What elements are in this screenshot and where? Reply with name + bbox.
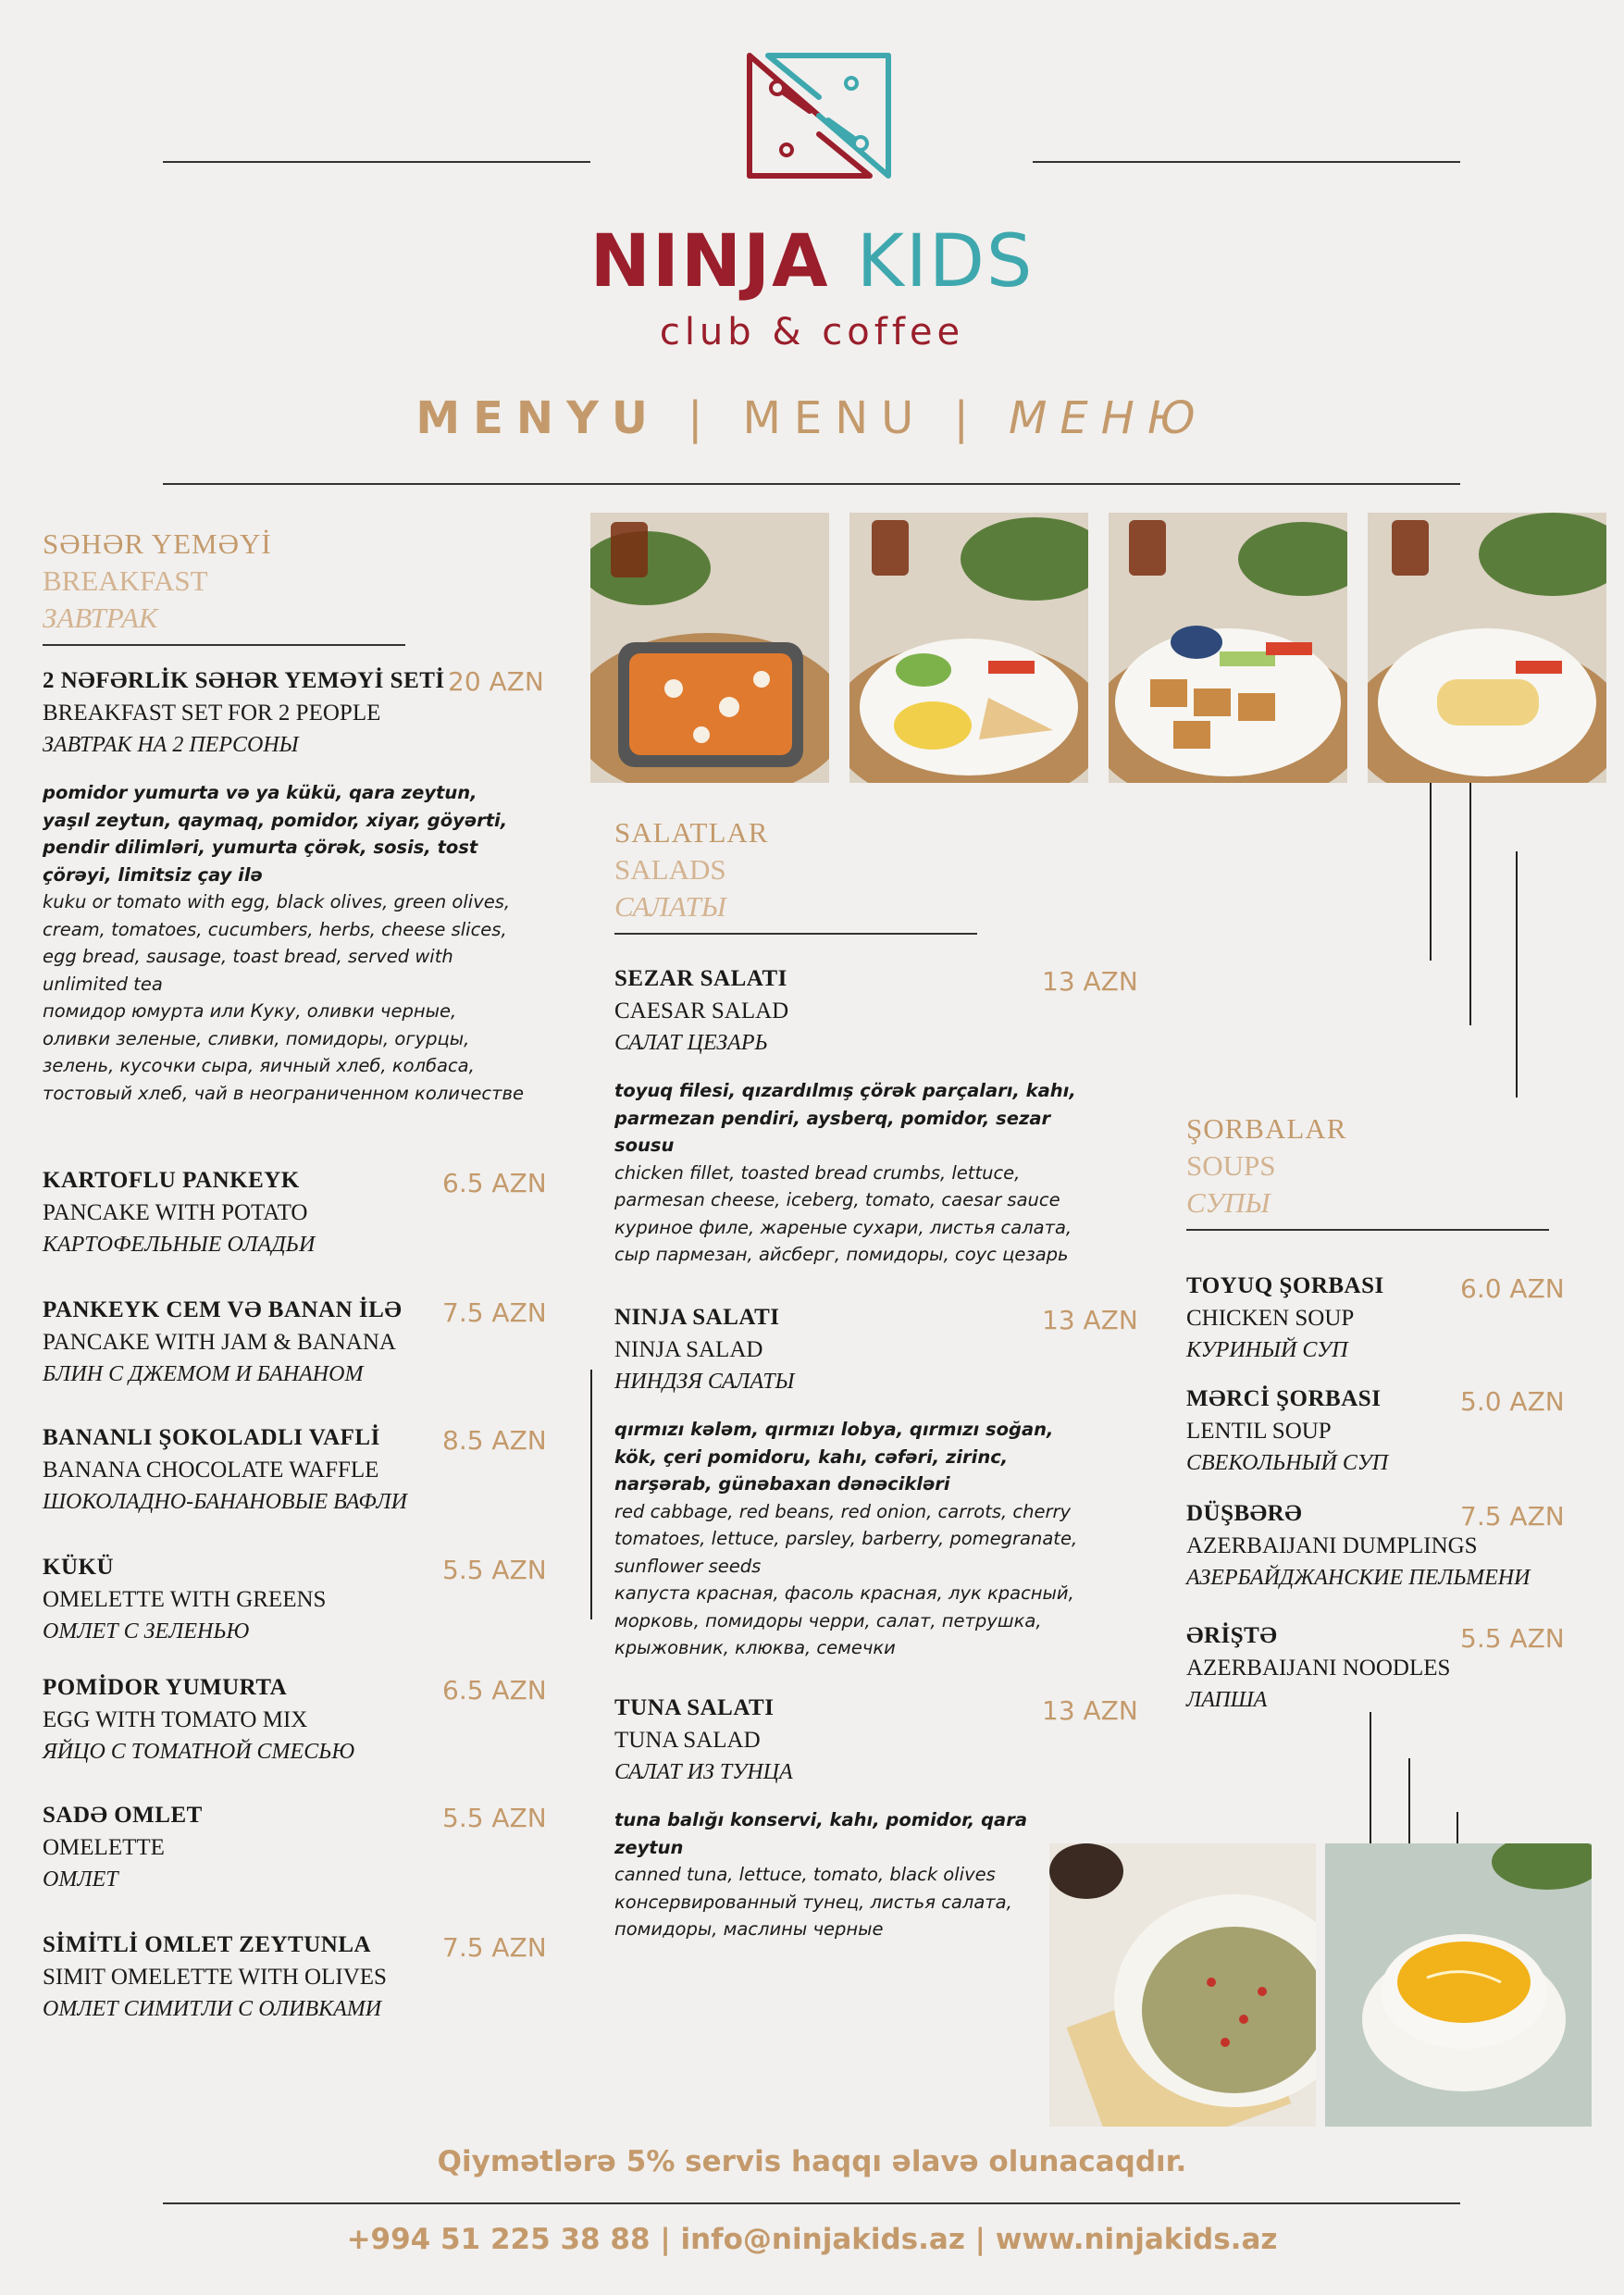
menu-item-breakfast (43, 1421, 407, 1519)
brand-second: KIDS (856, 220, 1035, 304)
item-price: 5.5 AZN (442, 1803, 547, 1833)
menu-item-salad (614, 962, 788, 1060)
item-name-az: SADƏ OMLET (43, 1803, 203, 1828)
ninja-logo-icon (740, 46, 898, 185)
brand-tagline: club & coffee (659, 311, 965, 354)
item-name-az: NINJA SALATI (614, 1305, 780, 1330)
photo-pumpkin-soup (1325, 1843, 1592, 2127)
item-name-en: TUNA SALAD (614, 1728, 761, 1753)
salads-section-title (614, 814, 768, 925)
menu-title (0, 392, 1624, 444)
scrambled-eggs-dish-icon (849, 513, 1088, 783)
item-name-az: TUNA SALATI (614, 1695, 775, 1720)
item-name-ru: БЛИН С ДЖЕМОМ И БАНАНОМ (43, 1362, 364, 1386)
salads-rule (614, 933, 977, 935)
item-name-az: MƏRCİ ŞORBASI (1186, 1386, 1382, 1411)
item-price: 20 AZN (448, 666, 544, 697)
menu-item-breakfast-set (43, 664, 445, 762)
item-name-ru: НИНДЗЯ САЛАТЫ (614, 1370, 795, 1394)
decor-line (1370, 1712, 1371, 1843)
item-name-ru: ЯЙЦО С ТОМАТНОЙ СМЕСЬЮ (43, 1740, 355, 1764)
menu-title-ru: МЕНЮ (1009, 392, 1209, 444)
item-name-az: ƏRİŞTƏ (1186, 1623, 1278, 1648)
description-en: kuku or tomato with egg, black olives, green olives, cream, tomatoes, cucumbers, herbs, cheese slices, egg bread, sausage, toast bread, served with unlimited tea (43, 891, 511, 995)
item-name-en: SIMIT OMELETTE WITH OLIVES (43, 1965, 387, 1990)
photo-omelette-roll (1368, 513, 1606, 783)
menu-item-soup (1186, 1619, 1450, 1717)
item-name-ru: КАРТОФЕЛЬНЫЕ ОЛАДЬИ (43, 1233, 316, 1257)
soups-rule (1186, 1229, 1549, 1231)
soups-section-title (1186, 1110, 1346, 1222)
soups-title-az: ŞORBALAR (1186, 1112, 1347, 1145)
description-ru: помидор юмурта или Куку, оливки черные, оливки зеленые, сливки, помидоры, огурцы, зелень, кусочки сыра, яичный хлеб, колбаса, тостовый хлеб, чай в неограниченном количестве (43, 1000, 524, 1104)
pumpkin-soup-dish-icon (1325, 1843, 1592, 2127)
toast-plate-dish-icon (1109, 513, 1347, 783)
decor-line (590, 1370, 592, 1619)
menu-title-en: MENU (742, 392, 927, 444)
item-name-az: KARTOFLU PANKEYK (43, 1168, 300, 1193)
item-name-en: OMELETTE (43, 1835, 165, 1860)
item-price: 13 AZN (1042, 1305, 1138, 1335)
item-name-az: PANKEYK CEM VƏ BANAN İLƏ (43, 1297, 403, 1322)
item-name-az: DÜŞBƏRƏ (1186, 1501, 1303, 1526)
item-price: 7.5 AZN (1460, 1501, 1565, 1532)
brand-name (0, 220, 1624, 304)
item-price: 7.5 AZN (442, 1297, 547, 1328)
menu-item-breakfast (43, 1929, 387, 2026)
item-price: 6.0 AZN (1460, 1273, 1565, 1304)
item-price: 8.5 AZN (442, 1425, 547, 1456)
item-name-az: 2 NƏFƏRLİK SƏHƏR YEMƏYİ SETİ (43, 668, 445, 693)
item-name-az: SEZAR SALATI (614, 966, 787, 991)
description-az: toyuq filesi, qızardılmış çörək parçaları, kahı, parmezan pendiri, aysberq, pomidor, sezar sousu (614, 1080, 1076, 1156)
omelette-roll-dish-icon (1368, 513, 1606, 783)
salads-title-az: SALATLAR (614, 816, 769, 849)
header-divider (163, 483, 1460, 485)
item-name-ru: САЛАТ ЦЕЗАРЬ (614, 1031, 768, 1055)
breakfast-section-title (43, 526, 272, 637)
item-description (614, 1806, 1096, 1943)
breakfast-title-ru: ЗАВТРАК (43, 602, 158, 634)
item-price: 6.5 AZN (442, 1675, 547, 1706)
breakfast-title-az: SƏHƏR YEMƏYİ (43, 527, 272, 560)
menu-title-sep: | (688, 392, 716, 444)
item-name-ru: ОМЛЕТ (43, 1867, 118, 1892)
menu-item-soup (1186, 1270, 1384, 1367)
photo-scrambled-eggs (849, 513, 1088, 783)
item-name-az: SİMİTLİ OMLET ZEYTUNLA (43, 1932, 372, 1957)
shakshuka-dish-icon (590, 513, 829, 783)
item-name-ru: ЗАВТРАК НА 2 ПЕРСОНЫ (43, 733, 299, 757)
description-az: pomidor yumurta və ya kükü, qara zeytun, yaşıl zeytun, qaymaq, pomidor, xiyar, göyərti, pendir dilimləri, yumurta çörək, sosis, tost çörəyi, limitsiz çay ilə (43, 782, 508, 886)
description-en: red cabbage, red beans, red onion, carrots, cherry tomatoes, lettuce, parsley, barberry, pomegranate, sunflower seeds (614, 1500, 1078, 1577)
breakfast-title-en: BREAKFAST (43, 564, 208, 597)
item-description (43, 779, 524, 1107)
item-price: 6.5 AZN (442, 1168, 547, 1198)
item-description (614, 1077, 1096, 1269)
item-name-ru: КУРИНЫЙ СУП (1186, 1338, 1348, 1362)
item-name-en: CHICKEN SOUP (1186, 1306, 1355, 1331)
brand-first: NINJA (589, 220, 830, 304)
item-name-en: LENTIL SOUP (1186, 1419, 1332, 1444)
item-price: 13 AZN (1042, 1695, 1138, 1726)
item-name-az: BANANLI ŞOKOLADLI VAFLİ (43, 1425, 380, 1450)
item-description (614, 1416, 1096, 1662)
item-name-en: BANANA CHOCOLATE WAFFLE (43, 1458, 379, 1482)
item-name-az: KÜKÜ (43, 1555, 114, 1580)
footer-divider (163, 2202, 1460, 2204)
menu-title-az: MENYU (415, 392, 661, 444)
item-name-ru: ЛАПША (1186, 1688, 1268, 1712)
item-name-en: OMELETTE WITH GREENS (43, 1587, 327, 1612)
item-price: 13 AZN (1042, 966, 1138, 997)
description-az: qırmızı kələm, qırmızı lobya, qırmızı soğan, kök, çeri pomidoru, kahı, cəfəri, zirinc, narşərab, günəbaxan dənəcikləri (614, 1419, 1054, 1495)
item-name-ru: ОМЛЕТ СИМИТЛИ С ОЛИВКАМИ (43, 1997, 382, 2021)
menu-item-soup (1186, 1383, 1388, 1480)
item-name-en: AZERBAIJANI NOODLES (1186, 1656, 1451, 1681)
soups-title-en: SOUPS (1186, 1149, 1276, 1182)
decor-line (1516, 851, 1518, 1098)
item-name-ru: САЛАТ ИЗ ТУНЦА (614, 1760, 793, 1784)
item-price: 7.5 AZN (442, 1932, 547, 1963)
decor-line (1457, 1812, 1458, 1843)
lentil-soup-dish-icon (1049, 1843, 1316, 2127)
menu-item-breakfast (43, 1164, 315, 1261)
description-en: canned tuna, lettuce, tomato, black olives (614, 1864, 996, 1885)
decor-line (1430, 783, 1432, 961)
item-name-en: BREAKFAST SET FOR 2 PEOPLE (43, 701, 381, 726)
salads-title-ru: САЛАТЫ (614, 890, 726, 923)
item-name-en: AZERBAIJANI DUMPLINGS (1186, 1533, 1478, 1558)
service-charge-note: Qiymətlərə 5% servis haqqı əlavə olunacaqdır. (437, 2145, 1187, 2178)
menu-title-sep: | (953, 392, 982, 444)
header-rule-left (163, 161, 590, 163)
item-name-en: NINJA SALAD (614, 1337, 763, 1362)
description-ru: капуста красная, фасоль красная, лук красный, морковь, помидоры черри, салат, петрушка, крыжовник, клюква, семечки (614, 1582, 1074, 1658)
description-az: tuna balığı konservi, kahı, pomidor, qara zeytun (614, 1809, 1027, 1858)
item-name-ru: ШОКОЛАДНО-БАНАНОВЫЕ ВАФЛИ (43, 1490, 407, 1514)
item-price: 5.5 AZN (1460, 1623, 1565, 1654)
description-ru: консервированный тунец, листья салата, помидоры, маслины черные (614, 1891, 1012, 1940)
item-name-en: PANCAKE WITH JAM & BANANA (43, 1330, 396, 1355)
item-name-en: PANCAKE WITH POTATO (43, 1200, 308, 1225)
item-name-en: EGG WITH TOMATO MIX (43, 1707, 308, 1732)
item-price: 5.5 AZN (442, 1555, 547, 1585)
header-rule-right (1033, 161, 1460, 163)
item-name-ru: АЗЕРБАЙДЖАНСКИЕ ПЕЛЬМЕНИ (1186, 1566, 1531, 1590)
description-en: chicken fillet, toasted bread crumbs, lettuce, parmesan cheese, iceberg, tomato, caesar sauce (614, 1161, 1060, 1210)
item-name-ru: ОМЛЕТ С ЗЕЛЕНЬЮ (43, 1619, 250, 1644)
breakfast-rule (43, 644, 405, 646)
menu-item-breakfast (43, 1799, 203, 1896)
menu-item-breakfast (43, 1551, 326, 1648)
contact-info: +994 51 225 38 88 | info@ninjakids.az | www.ninjakids.az (346, 2223, 1278, 2256)
salads-title-en: SALADS (614, 853, 726, 886)
photo-shakshuka (590, 513, 829, 783)
item-price: 5.0 AZN (1460, 1386, 1565, 1417)
menu-item-salad (614, 1692, 793, 1789)
photo-lentil-soup (1049, 1843, 1316, 2127)
photo-toast-plate (1109, 513, 1347, 783)
item-name-az: TOYUQ ŞORBASI (1186, 1273, 1384, 1298)
menu-item-salad (614, 1301, 794, 1398)
decor-line (1469, 783, 1471, 1025)
item-name-ru: СВЕКОЛЬНЫЙ СУП (1186, 1451, 1389, 1475)
item-name-az: POMİDOR YUMURTA (43, 1675, 288, 1700)
menu-item-breakfast (43, 1671, 354, 1768)
menu-item-breakfast (43, 1294, 402, 1391)
soups-title-ru: СУПЫ (1186, 1186, 1271, 1219)
decor-line (1408, 1758, 1410, 1843)
description-ru: куриное филе, жареные сухари, листья салата, сыр пармезан, айсберг, помидоры, соус цезарь (614, 1216, 1072, 1265)
item-name-en: CAESAR SALAD (614, 999, 789, 1023)
